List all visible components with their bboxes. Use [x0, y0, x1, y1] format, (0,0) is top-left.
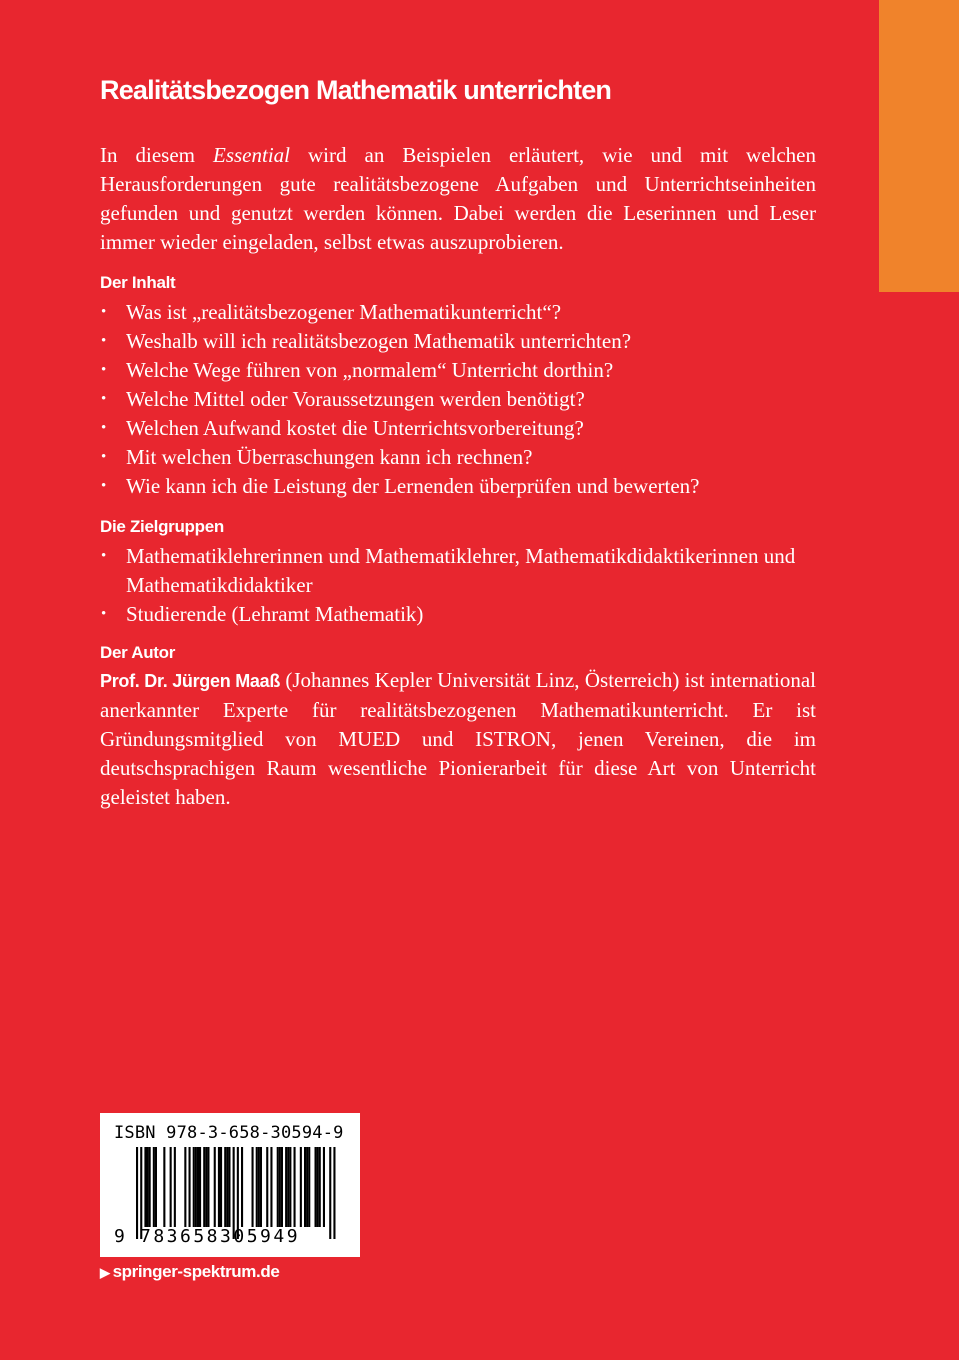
barcode-bar [306, 1147, 308, 1227]
barcode-bar [287, 1147, 289, 1227]
author-bio: Prof. Dr. Jürgen Maaß (Johannes Kepler Universität Linz, Österreich) ist international anerkannter Experte für realitätsbezogenen Mathematikunterricht. Er ist Gründungsmitglied von MUED und ISTRON, jenen Vereinen, die im deutschsprachigen Raum wesentliche Pionierarbeit für diese Art von Unterricht geleistet haben. [100, 668, 816, 809]
barcode-bar [136, 1147, 138, 1239]
barcode-bar [228, 1147, 230, 1227]
barcode-bar [163, 1147, 165, 1227]
barcode-bar [285, 1147, 287, 1227]
website-label: springer-spektrum.de [112, 1262, 280, 1281]
bullet-icon: • [101, 304, 107, 320]
list-item: • Was ist „realitätsbezogener Mathematikunterricht“? [100, 298, 816, 327]
barcode-bar [323, 1147, 325, 1227]
barcode-bar [205, 1147, 207, 1227]
essential-italic: Essential [213, 143, 290, 167]
barcode-bar [315, 1147, 317, 1227]
content-heading: Der Inhalt [100, 273, 176, 292]
isbn-barcode: ISBN 978-3-658-30594-9 9 783658305949 [100, 1113, 360, 1257]
barcode-bar [203, 1147, 205, 1227]
list-item: • Studierende (Lehramt Mathematik) [100, 600, 816, 629]
orange-accent-tab [879, 0, 959, 292]
barcode-bar [193, 1147, 195, 1227]
barcode-bar [289, 1147, 291, 1227]
bullet-icon: • [101, 420, 107, 436]
author-heading: Der Autor [100, 643, 176, 662]
barcode-bar [214, 1147, 216, 1227]
barcode-bar [197, 1147, 199, 1227]
barcode-bar [174, 1147, 176, 1227]
barcode-bar [144, 1147, 146, 1227]
list-item: • Welche Wege führen von „normalem“ Unterricht dorthin? [100, 356, 816, 385]
barcode-bar [317, 1147, 319, 1227]
barcode-bar [189, 1147, 191, 1227]
list-item: • Mit welchen Überraschungen kann ich rechnen? [100, 443, 816, 472]
bullet-icon: • [101, 478, 107, 494]
barcode-bar [260, 1147, 262, 1227]
barcode-bar [153, 1147, 155, 1227]
bullet-icon: • [101, 449, 107, 465]
barcode-bar [294, 1147, 296, 1227]
back-cover-content [100, 72, 816, 812]
audience-list [100, 542, 816, 629]
barcode-bar [195, 1147, 197, 1227]
barcode-bar [224, 1147, 226, 1227]
barcode-bar [266, 1147, 268, 1227]
list-item: • Weshalb will ich realitätsbezogen Mathematik unterrichten? [100, 327, 816, 356]
content-list [100, 298, 816, 501]
barcode-bar [304, 1147, 306, 1227]
barcode-bar [241, 1147, 243, 1227]
barcode-bar [279, 1147, 281, 1227]
barcode-bar [270, 1147, 272, 1227]
barcode-bar [277, 1147, 279, 1227]
barcode-bar [199, 1147, 201, 1227]
author-name: Prof. Dr. Jürgen Maaß [100, 671, 281, 691]
barcode-bar [329, 1147, 331, 1239]
barcode-bar [147, 1147, 149, 1227]
list-item: • Welche Mittel oder Voraussetzungen werden benötigt? [100, 385, 816, 414]
arrow-icon: ▶ [100, 1265, 110, 1280]
isbn-label: ISBN 978-3-658-30594-9 [114, 1123, 344, 1143]
bullet-icon: • [101, 333, 107, 349]
barcode-bar [258, 1147, 260, 1227]
bullet-icon: • [101, 548, 107, 564]
barcode-bar [184, 1147, 186, 1227]
barcode-bar [226, 1147, 228, 1227]
publisher-website [100, 1262, 279, 1282]
bullet-icon: • [101, 606, 107, 622]
barcode-bar [170, 1147, 172, 1227]
barcode-bar [149, 1147, 151, 1227]
barcode-bar [218, 1147, 220, 1227]
barcode-bar [308, 1147, 310, 1227]
list-item: • Welchen Aufwand kostet die Unterrichtsvorbereitung? [100, 414, 816, 443]
barcode-bar [207, 1147, 209, 1227]
barcode-bar [256, 1147, 258, 1227]
bullet-icon: • [101, 391, 107, 407]
book-title: Realitätsbezogen Mathematik unterrichten [100, 75, 612, 105]
list-item: • Mathematiklehrerinnen und Mathematiklehrer, Mathematikdidaktikerinnen und Mathematikdidaktiker [101, 544, 796, 597]
barcode-bar [155, 1147, 157, 1227]
barcode-bar [281, 1147, 283, 1227]
barcode-bar [220, 1147, 222, 1227]
barcode-bar [333, 1147, 335, 1239]
audience-heading: Die Zielgruppen [100, 517, 224, 536]
barcode-bar [252, 1147, 254, 1227]
barcode-bar [300, 1147, 302, 1227]
list-item: • Wie kann ich die Leistung der Lernenden überprüfen und bewerten? [100, 472, 816, 501]
bullet-icon: • [101, 362, 107, 378]
intro-paragraph: In diesem Essential wird an Beispielen erläutert, wie und mit welchen Herausforderungen gute realitätsbezogene Aufgaben und Unterrichtseinheiten gefunden und genutzt werden können. Dabei werden die Leserinnen und Leser immer wieder eingeladen, selbst etwas auszuprobieren. [100, 143, 816, 254]
barcode-bar [319, 1147, 321, 1227]
